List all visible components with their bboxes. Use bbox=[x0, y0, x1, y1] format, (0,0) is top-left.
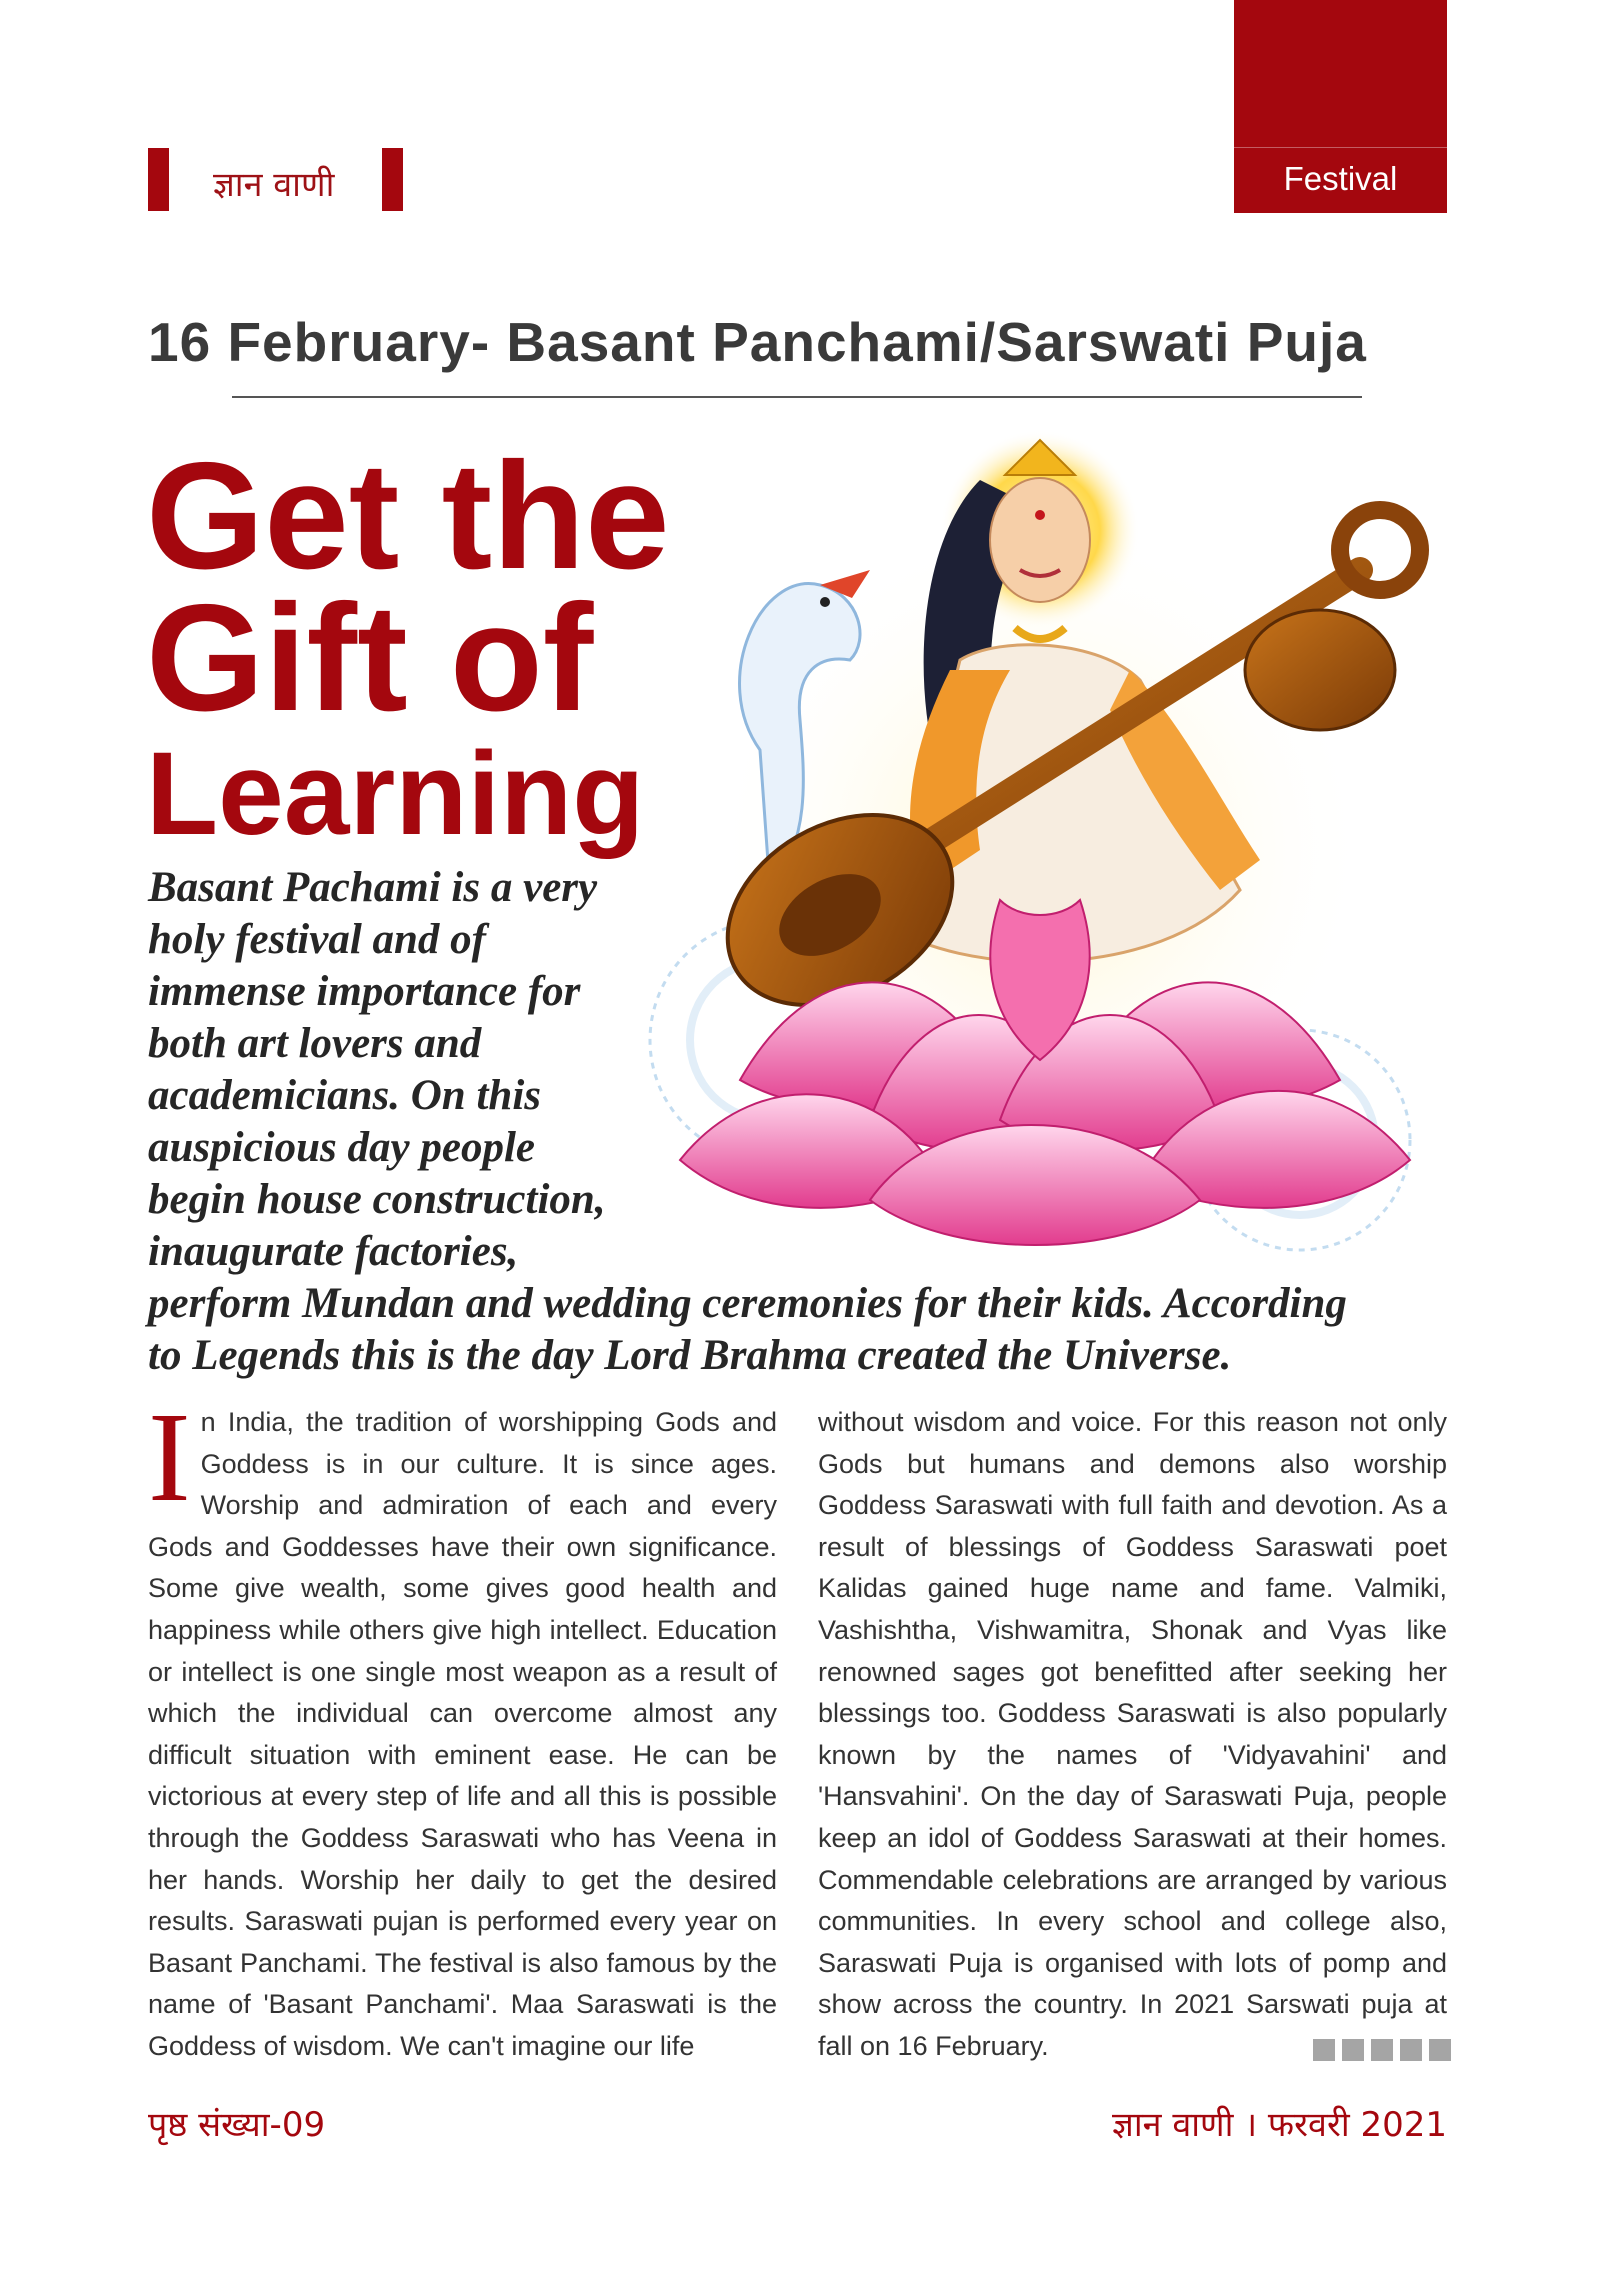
magazine-brand: ज्ञान वाणी bbox=[213, 165, 335, 205]
intro-line: immense importance for bbox=[148, 968, 581, 1015]
section-label: Festival bbox=[1283, 160, 1398, 197]
body-text-right: without wisdom and voice. For this reason not only Gods but humans and demons also worship Goddess Saraswati with full faith and devotion. As a result of blessings of Goddess Saraswati poet Kalidas gained huge name and fame. Valmiki, Vashishtha, Vishwamitra, Shonak and Vyas like renowned sages got benefitted after seeking her blessings too. Goddess Saraswati is also popularly known by the names of 'Vidyavahini' and 'Hansvahini'. On the day of Saraswati Puja, people keep an idol of Goddess Saraswati at their homes. Commendable celebrations are arranged by various communities. In every school and college also, Saraswati Puja is organised with lots of pomp and show across the country. In 2021 Sarswati puja at fall on 16 February. bbox=[818, 1407, 1447, 2061]
intro-line: inaugurate factories, bbox=[148, 1228, 519, 1275]
section-tab-divider bbox=[1234, 147, 1447, 148]
body-text-left: n India, the tradition of worshipping Gods and Goddess is in our culture. It is since ages. Worship and admiration of each and every Gods and Goddesses have their own significance. Some give wealth, some gives good health and happiness while others give high intellect. Education or intellect is one single most weapon as a result of which the individual can overcome almost any difficult situation with eminent ease. He can be victorious at every step of life and all this is possible through the Goddess Saraswati who has Veena in her hands. Worship her daily to get the desired results. Saraswati pujan is performed every year on Basant Panchami. The festival is also famous by the name of 'Basant Panchami'. Maa Saraswati is the Goddess of wisdom. We can't imagine our life bbox=[148, 1407, 777, 2061]
end-marker-squares bbox=[1313, 2039, 1451, 2061]
end-marker-square bbox=[1371, 2039, 1393, 2061]
body-column-right bbox=[818, 1402, 1447, 2068]
end-marker-square bbox=[1429, 2039, 1451, 2061]
headline-line-3: Learning bbox=[146, 728, 645, 860]
drop-cap: I bbox=[148, 1386, 191, 1528]
headline-line-1: Get the bbox=[146, 431, 670, 601]
intro-line: Basant Pachami is a very bbox=[148, 864, 598, 911]
intro-line: begin house construction, bbox=[148, 1176, 606, 1223]
title-divider bbox=[232, 396, 1362, 398]
body-column-left bbox=[148, 1386, 777, 2068]
headline-line-2: Gift of bbox=[146, 573, 594, 743]
saraswati-illustration bbox=[620, 420, 1450, 1280]
intro-line: holy festival and of bbox=[148, 916, 486, 963]
intro-line: auspicious day people bbox=[148, 1124, 535, 1171]
issue-info: ज्ञान वाणी । फरवरी 2021 bbox=[1112, 2105, 1447, 2145]
intro-line: both art lovers and bbox=[148, 1020, 482, 1067]
article-date-title: 16 February- Basant Panchami/Sarswati Puja bbox=[148, 311, 1367, 373]
header-bar-right bbox=[382, 148, 403, 211]
end-marker-square bbox=[1313, 2039, 1335, 2061]
end-marker-square bbox=[1342, 2039, 1364, 2061]
end-marker-square bbox=[1400, 2039, 1422, 2061]
intro-line: academicians. On this bbox=[148, 1072, 542, 1119]
intro-line: perform Mundan and wedding ceremonies for their kids. According bbox=[148, 1280, 1347, 1327]
intro-line: to Legends this is the day Lord Brahma created the Universe. bbox=[148, 1332, 1232, 1379]
page-number: पृष्ठ संख्या-09 bbox=[148, 2105, 326, 2145]
header-bar-left bbox=[148, 148, 169, 211]
